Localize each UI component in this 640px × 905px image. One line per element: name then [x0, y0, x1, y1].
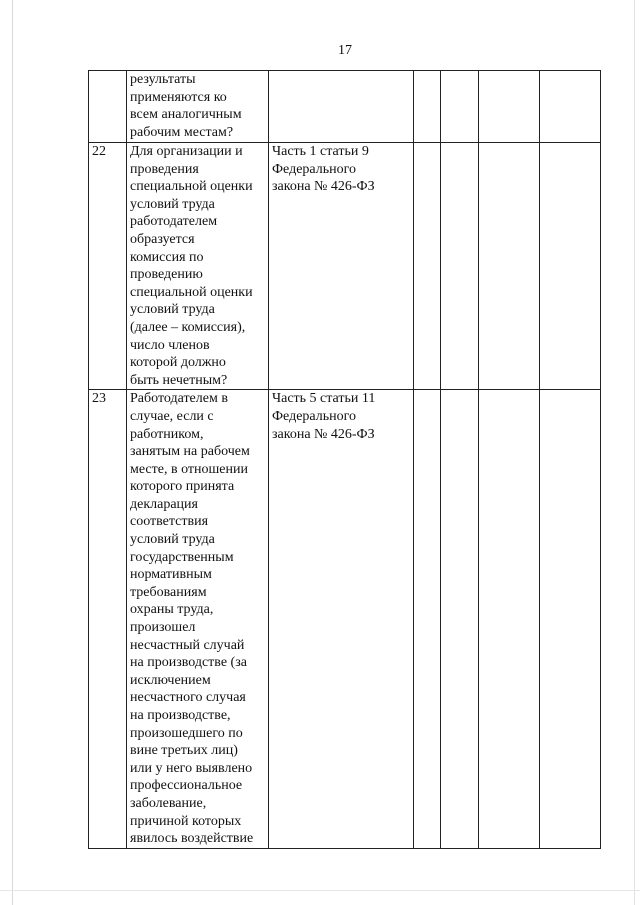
reference-cell: Часть 5 статьи 11 Федерального закона № 426-ФЗ [269, 390, 414, 848]
row-number: 23 [89, 390, 127, 848]
table-row [89, 390, 601, 848]
checklist-table [88, 70, 601, 849]
question-cell: результаты применяются ко всем аналогичным рабочим местам? [127, 71, 269, 143]
reference-cell: Часть 1 статьи 9 Федерального закона № 426-ФЗ [269, 143, 414, 390]
question-cell: Для организации и проведения специальной оценки условий труда работодателем образуется комиссия по проведению специальной оценки условий труда (далее – комиссия), число членов которой должно быть нечетным? [127, 143, 269, 390]
notes-cell [540, 71, 601, 143]
answer-na-cell [479, 143, 540, 390]
answer-na-cell [479, 71, 540, 143]
answer-no-cell [441, 143, 479, 390]
answer-yes-cell [414, 390, 441, 848]
answer-no-cell [441, 71, 479, 143]
row-number: 22 [89, 143, 127, 390]
answer-no-cell [441, 390, 479, 848]
scan-edge-right [634, 0, 635, 905]
scan-edge-bottom [0, 890, 640, 891]
reference-cell [269, 71, 414, 143]
table-row [89, 71, 601, 143]
notes-cell [540, 390, 601, 848]
row-number [89, 71, 127, 143]
answer-na-cell [479, 390, 540, 848]
question-cell: Работодателем в случае, если с работником, занятым на рабочем месте, в отношении которого принята декларация соответствия условий труда государственным нормативным требованиям охраны труда, произошел несчастный случай на производстве (за исключением несчастного случая на производстве, произошедшего по вине третьих лиц) или у него выявлено профессиональное заболевание, причиной которых явилось воздействие [127, 390, 269, 848]
scan-edge-left [12, 0, 13, 905]
table-row [89, 143, 601, 390]
notes-cell [540, 143, 601, 390]
answer-yes-cell [414, 143, 441, 390]
page-number: 17 [338, 43, 352, 58]
answer-yes-cell [414, 71, 441, 143]
